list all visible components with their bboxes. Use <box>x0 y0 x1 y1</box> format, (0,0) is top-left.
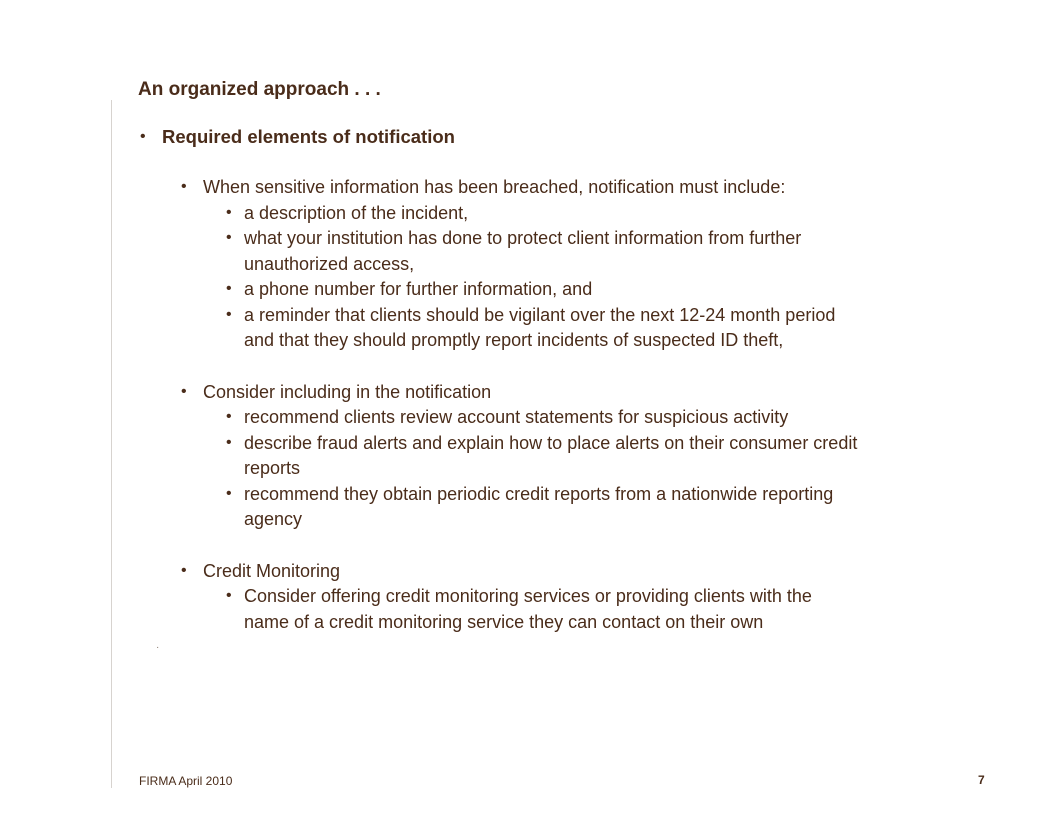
list-item-continuation: reports <box>244 458 301 478</box>
heading-bullet: • <box>140 128 146 145</box>
list-item-text: Consider offering credit monitoring services or providing clients with the <box>244 586 812 606</box>
item-bullet: • <box>226 484 232 502</box>
section-label: Credit Monitoring <box>203 560 341 581</box>
item-bullet: • <box>226 280 232 297</box>
list-item-text: a phone number for further information, and <box>244 279 593 299</box>
item-bullet: • <box>226 203 232 221</box>
list-item-continuation: and that they should promptly report incidents of suspected ID theft, <box>244 330 784 350</box>
item-bullet: • <box>226 587 232 604</box>
list-item-continuation: name of a credit monitoring service they can contact on their own <box>244 611 764 632</box>
item-bullet: • <box>226 229 232 246</box>
list-item-text: recommend they obtain periodic credit reports from a nationwide reporting <box>244 483 834 504</box>
list-item-text: recommend clients review account statements for suspicious activity <box>244 407 789 427</box>
footer-source: FIRMA April 2010 <box>139 774 233 788</box>
page-number: 7 <box>978 773 985 787</box>
section-label: Consider including in the notification <box>203 381 492 402</box>
section-bullet: • <box>181 178 187 195</box>
list-item-text: what your institution has done to protect client information from further <box>244 228 802 248</box>
stray-mark: · <box>156 642 160 653</box>
list-item-continuation: unauthorized access, <box>244 253 415 274</box>
section-bullet: • <box>181 561 187 579</box>
item-bullet: • <box>226 305 232 323</box>
slide-title: An organized approach . . . <box>138 79 381 100</box>
item-bullet: • <box>226 433 232 451</box>
section-label: When sensitive information has been breached, notification must include: <box>203 177 786 197</box>
list-item-text: describe fraud alerts and explain how to place alerts on their consumer credit <box>244 432 858 453</box>
list-item-text: a reminder that clients should be vigilant over the next 12-24 month period <box>244 304 836 325</box>
item-bullet: • <box>226 408 232 425</box>
list-item-text: a description of the incident, <box>244 202 469 223</box>
section-heading: Required elements of notification <box>162 126 455 147</box>
section-bullet: • <box>181 382 187 400</box>
list-item-continuation: agency <box>244 509 303 529</box>
